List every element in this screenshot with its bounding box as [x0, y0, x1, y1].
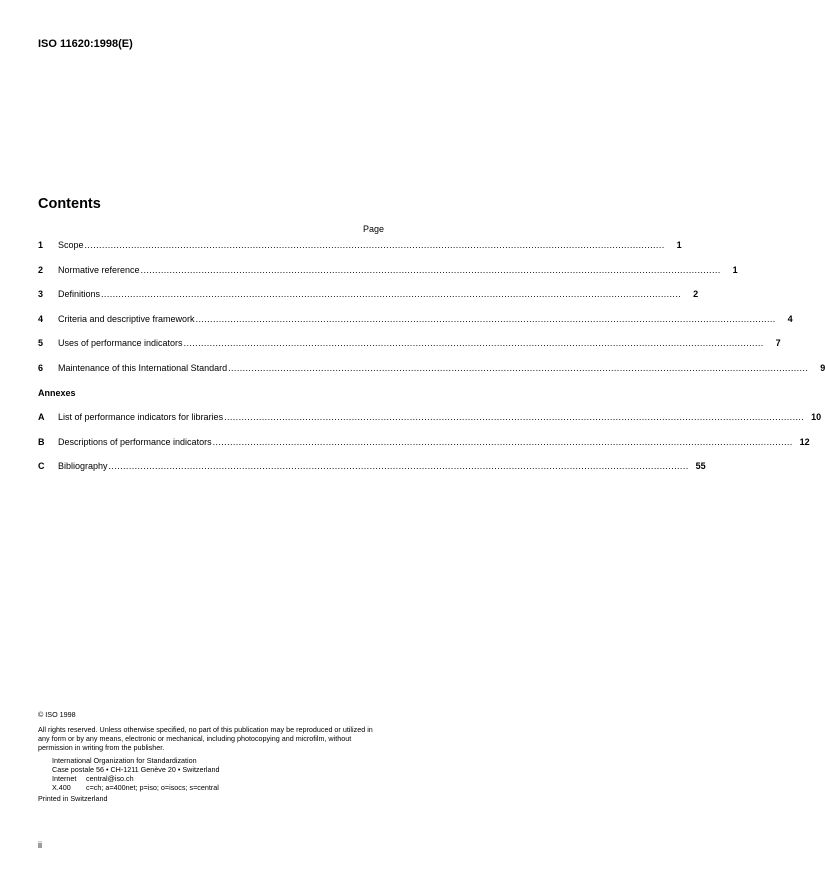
dot-leader: ........................................................................................................................................................................................................: [212, 436, 793, 447]
toc-entry[interactable]: [38, 362, 825, 388]
dot-leader: ........................................................................................................................................................................................................: [183, 338, 764, 349]
publisher-address: [38, 756, 384, 792]
toc-entry-number: B: [38, 436, 45, 447]
toc-entry-page: 1: [676, 240, 682, 250]
copyright-line: © ISO 1998: [38, 710, 76, 719]
rights-statement: All rights reserved. Unless otherwise specified, no part of this publication may be reproduced or utilized in any form or by any means, electronic or mechanical, including photocopying and microfilm, without permission in writing from the publisher.: [38, 725, 373, 752]
toc-entry[interactable]: [38, 338, 781, 363]
dot-leader: ........................................................................................................................................................................................................: [195, 313, 776, 324]
toc-entry-title: List of performance indicators for libraries: [58, 412, 224, 423]
toc-entry-title: Uses of performance indicators: [58, 338, 183, 349]
dot-leader: ........................................................................................................................................................................................................: [84, 240, 665, 250]
toc-entry[interactable]: [38, 289, 699, 314]
toc-entry[interactable]: [38, 264, 738, 290]
toc-entry-page: 2: [693, 289, 699, 300]
x400-label: X.400: [52, 783, 71, 792]
toc-entry-title: Maintenance of this International Standard: [58, 362, 228, 373]
dot-leader: ........................................................................................................................................................................................................: [101, 289, 682, 300]
page-column-label: Page: [362, 224, 384, 234]
toc-entry-page: 55: [695, 461, 706, 472]
page-number: ii: [38, 840, 42, 850]
toc-annex-entry[interactable]: [38, 436, 810, 462]
toc-entry-number: 1: [38, 240, 44, 250]
toc-entry[interactable]: [38, 240, 682, 265]
toc-entry-page: 12: [799, 436, 810, 447]
internet-value: central@iso.ch: [86, 774, 134, 783]
x400-contact: [52, 783, 384, 792]
toc-entry-number: 4: [38, 313, 44, 324]
org-name: International Organization for Standardization: [52, 756, 197, 765]
internet-contact: [52, 774, 384, 783]
toc-entry-number: 6: [38, 362, 44, 373]
document-id: ISO 11620:1998(E): [38, 38, 133, 50]
toc-entry-page: 1: [732, 264, 738, 275]
internet-label: Internet: [52, 774, 77, 783]
toc-entry-number: 3: [38, 289, 44, 300]
toc-entry-title: Definitions: [58, 289, 101, 300]
toc-entry-page: 10: [811, 412, 822, 423]
dot-leader: ........................................................................................................................................................................................................: [140, 264, 721, 275]
dot-leader: ........................................................................................................................................................................................................: [224, 412, 805, 423]
x400-value: c=ch; a=400net; p=iso; o=isocs; s=central: [86, 783, 219, 792]
contents-heading: Contents: [38, 196, 101, 212]
toc-entry-number: C: [38, 461, 45, 472]
org-address: Case postale 56 • CH-1211 Genève 20 • Switzerland: [52, 765, 220, 774]
toc-entry-number: 5: [38, 338, 44, 349]
toc-entry-page: 7: [775, 338, 781, 349]
toc-entry-page: 4: [787, 313, 793, 324]
toc-entry-title: Normative reference: [58, 264, 140, 275]
toc-entry-number: A: [38, 412, 45, 423]
dot-leader: ........................................................................................................................................................................................................: [228, 362, 809, 373]
toc-entry-title: Descriptions of performance indicators: [58, 436, 212, 447]
table-of-contents: [38, 240, 825, 486]
toc-entry-title: Criteria and descriptive framework: [58, 313, 195, 324]
printed-in: Printed in Switzerland: [38, 794, 108, 803]
toc-annex-entry[interactable]: [38, 412, 822, 437]
dot-leader: ........................................................................................................................................................................................................: [108, 461, 689, 472]
toc-entry[interactable]: [38, 313, 793, 339]
toc-annex-entry[interactable]: [38, 461, 706, 486]
toc-entry-number: 2: [38, 264, 44, 275]
toc-entry-page: 9: [820, 362, 825, 373]
copyright-notice: [38, 710, 384, 803]
toc-entry-title: Scope: [58, 240, 84, 250]
annexes-heading: Annexes: [38, 387, 76, 398]
toc-entry-title: Bibliography: [58, 461, 108, 472]
